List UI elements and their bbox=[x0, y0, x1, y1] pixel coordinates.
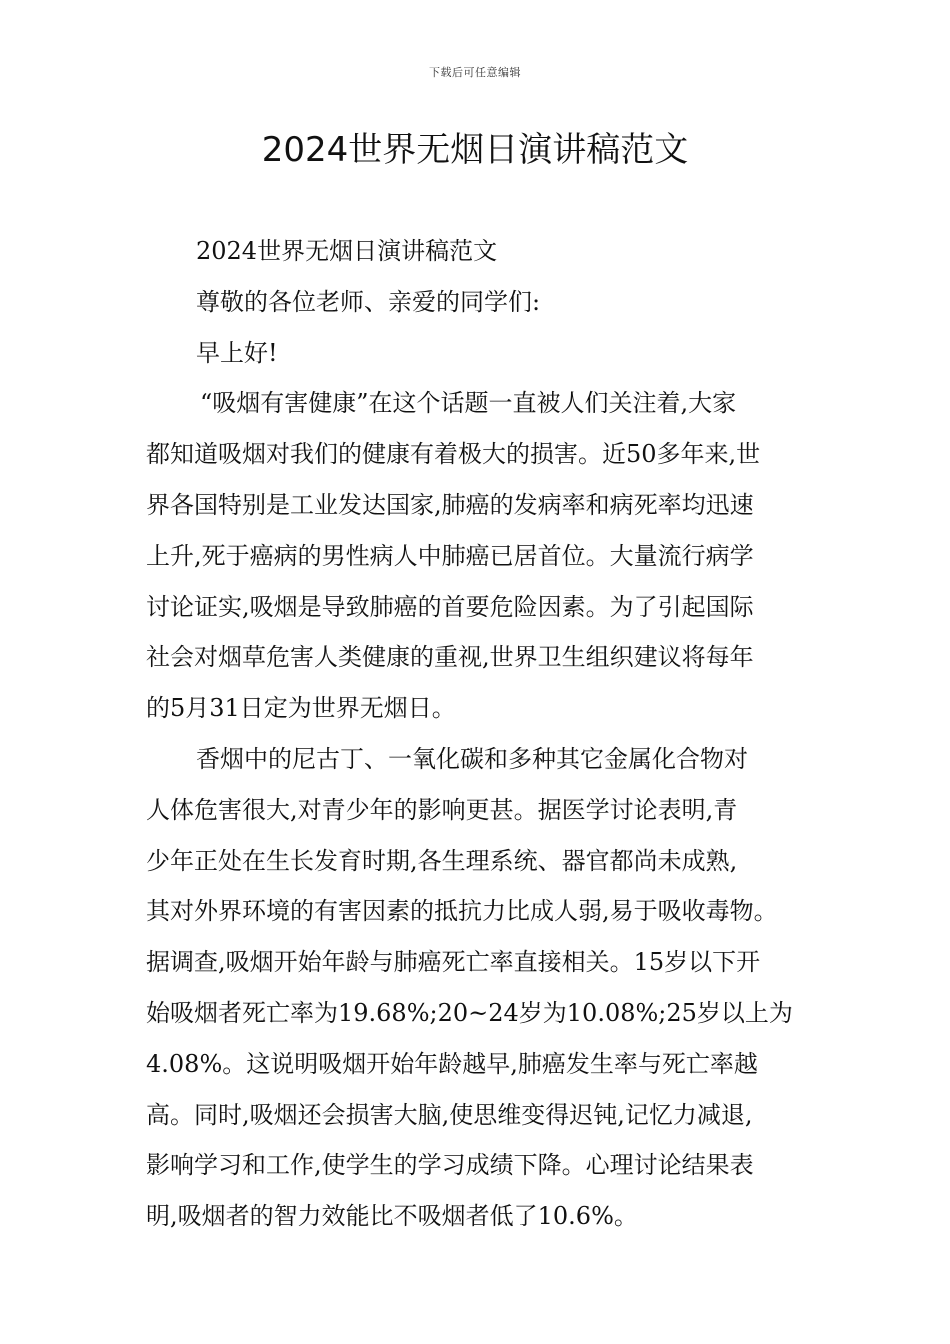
body-line: 上升,死于癌病的男性病人中肺癌已居首位。大量流行病学 bbox=[146, 541, 754, 570]
body-line: 的5月31日定为世界无烟日。 bbox=[146, 694, 456, 723]
body-line: 明,吸烟者的智力效能比不吸烟者低了10.6%。 bbox=[146, 1202, 638, 1231]
body-line: 其对外界环境的有害因素的抵抗力比成人弱,易于吸收毒物。 bbox=[146, 897, 778, 926]
body-line: 都知道吸烟对我们的健康有着极大的损害。近50多年来,世 bbox=[146, 440, 761, 469]
body-line: 社会对烟草危害人类健康的重视,世界卫生组织建议将每年 bbox=[146, 643, 754, 672]
document-title: 2024世界无烟日演讲稿范文 bbox=[261, 130, 689, 170]
body-line-greeting: 早上好! bbox=[196, 338, 278, 367]
body-line: 少年正处在生长发育时期,各生理系统、器官都尚未成熟, bbox=[146, 846, 738, 875]
body-line: 4.08%。这说明吸烟开始年龄越早,肺癌发生率与死亡率越 bbox=[146, 1049, 758, 1078]
header-note: 下载后可任意编辑 bbox=[429, 66, 521, 79]
body-line: “吸烟有害健康”在这个话题一直被人们关注着,大家 bbox=[200, 389, 737, 418]
body-line-salutation: 尊敬的各位老师、亲爱的同学们: bbox=[196, 287, 541, 316]
body-line: 人体危害很大,对青少年的影响更甚。据医学讨论表明,青 bbox=[146, 795, 738, 824]
body-line-subtitle: 2024世界无烟日演讲稿范文 bbox=[196, 237, 498, 265]
body-line: 界各国特别是工业发达国家,肺癌的发病率和病死率均迅速 bbox=[146, 490, 754, 519]
body-line: 讨论证实,吸烟是导致肺癌的首要危险因素。为了引起国际 bbox=[146, 592, 754, 621]
body-line: 影响学习和工作,使学生的学习成绩下降。心理讨论结果表 bbox=[146, 1151, 754, 1180]
document-body bbox=[146, 226, 810, 1242]
body-line: 高。同时,吸烟还会损害大脑,使思维变得迟钝,记忆力减退, bbox=[146, 1100, 753, 1129]
body-line: 始吸烟者死亡率为19.68%;20~24岁为10.08%;25岁以上为 bbox=[146, 998, 793, 1027]
body-line: 香烟中的尼古丁、一氧化碳和多种其它金属化合物对 bbox=[196, 744, 748, 773]
body-line: 据调查,吸烟开始年龄与肺癌死亡率直接相关。15岁以下开 bbox=[146, 948, 761, 977]
